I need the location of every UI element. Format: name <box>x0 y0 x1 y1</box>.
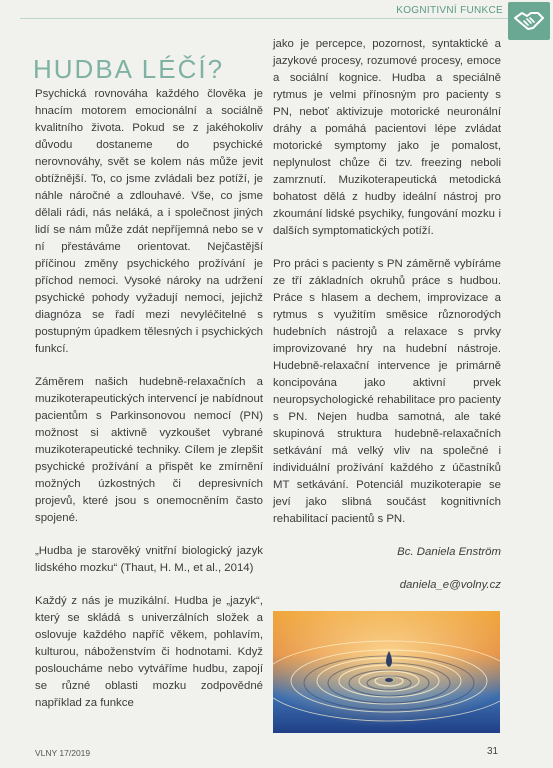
handshake-icon <box>508 2 550 40</box>
paragraph: Každý z nás je muzikální. Hudba je „jazyk“, který se skládá s univerzálních složek a oslovuje každého napříč věkem, pohlavím, kulturou, náboženstvím či hodnotami. Když posloucháme nebo vytváříme hudbu, zapojí se různé oblasti mozku zodpovědné například za funkce <box>35 595 263 709</box>
water-ripple-image <box>273 611 500 733</box>
page-number: 31 <box>487 746 499 757</box>
issue-label: VLNY 17/2019 <box>35 748 91 758</box>
paragraph: Psychická rovnováha každého člověka je hnacím motorem emocionální a sociálně kvalitního života. Pokud se z jakéhokoliv důvodu dostaneme do psychické nerovnováhy, svět se kolem nás může jevit obtížnější. To, co jsme zvládali bez potíží, je náhle náročné a zdlouhavé. Vše, co jsme dělali rádi, nás neláká, a i společnost jiných lidí se nám může zdát nepříjemná nebo se v ní přestáváme orientovat. Nejčastější příčinou změny psychického prožívání je příchod nemoci. Vysoké nároky na udržení psychické pohody vyžadují nemoci, jejichž diagnóza se řadí mezi nevyléčitelné s postupným úpadkem tělesných i psychických funkcí. <box>35 88 263 355</box>
section-label: KOGNITIVNÍ FUNKCE <box>396 5 503 16</box>
author-name: Bc. Daniela Enström <box>397 546 501 558</box>
section-divider <box>20 18 508 19</box>
left-column <box>35 86 263 728</box>
handshake-icon-glyph <box>513 9 545 33</box>
quote: „Hudba je starověký vnitřní biologický jazyk lidského mozku“ (Thaut, H. M., et al., 2014) <box>35 545 263 574</box>
right-column <box>273 36 501 610</box>
paragraph: Pro práci s pacienty s PN záměrně vybíráme ze tří základních okruhů práce s hudbou. Práce s hlasem a dechem, improvizace a rytmus s využitím směsice různorodých hudebních nástrojů a relaxace s prvky improvizované hry na hudební nástroje. Hudebně-relaxační intervence je primárně koncipována jako aktivní prvek neuropsychologické rehabilitace pro pacienty s PN. Nejen hudba samotná, ale také skupinová struktura hudebně-relaxačních setkávání má velký vliv na společné i individuální prožívání každého z účastníků MT setkávání. Potenciál muzikoterapie se jeví jako slibná součást kognitivních rehabilitací pacientů s PN. <box>273 258 501 525</box>
article-title: HUDBA LÉČÍ? <box>33 54 225 85</box>
author-email[interactable]: daniela_e@volny.cz <box>399 579 501 591</box>
paragraph: jako je percepce, pozornost, syntaktické a jazykové procesy, rozumové procesy, emoce a sociální kognice. Hudba a speciálně rytmus je velmi přínosným pro pacienty s PN, neboť aktivizuje motorické neuronální dráhy a pomáhá pacientovi lépe zvládat motorické symptomy jako je pomalost, neplynulost chůze či tzv. freezing neboli zamrznutí. Muzikoterapeutická metodická bohatost dělá z hudby ideální nástroj pro zkoumání lidské psychiky, fungování mozku i dalších symptomatických potíží. <box>273 38 501 237</box>
water-ripple-photo <box>273 611 500 733</box>
paragraph: Záměrem našich hudebně-relaxačních a muzikoterapeutických intervencí je nabídnout pacientům s Parkinsonovou nemocí (PN) možnost si aktivně vyzkoušet vybrané muzikoterapeutické techniky. Cílem je zlepšit psychické prožívání a přispět ke zmírnění možných úzkostných či depresivních projevů, které jsou s onemocněním často spojené. <box>35 376 263 524</box>
